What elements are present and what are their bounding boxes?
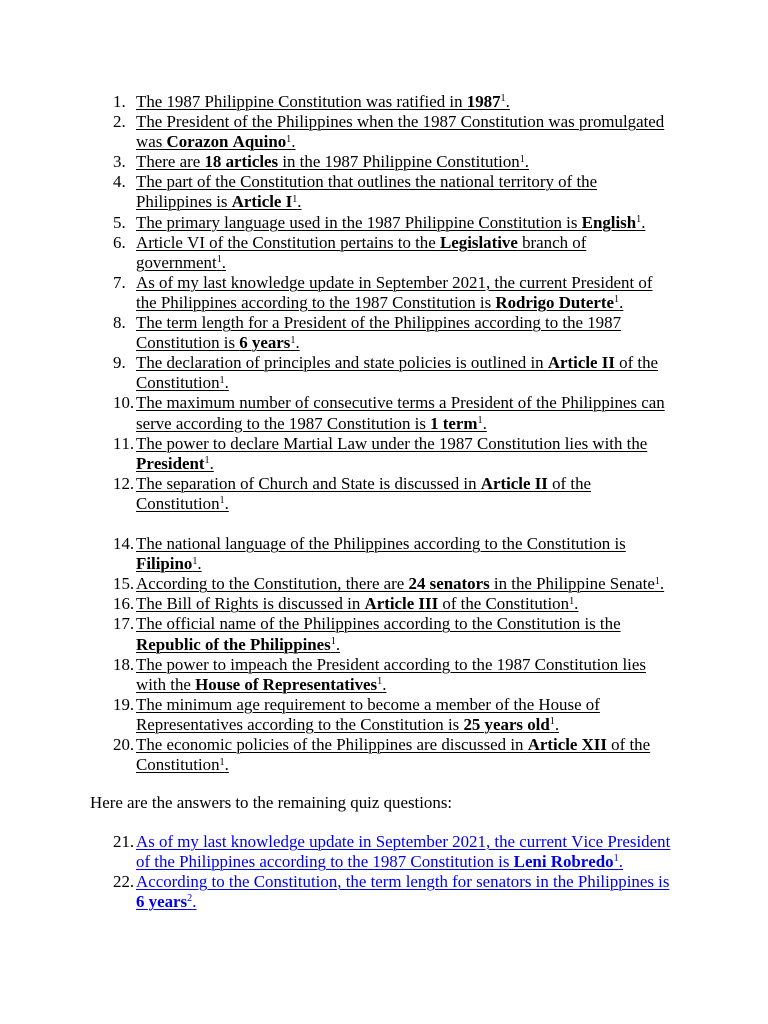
list-item-number: 16. xyxy=(113,594,135,614)
item-text-tail: in the Philippine Senate xyxy=(489,574,655,594)
item-answer: House of Representatives xyxy=(195,674,378,694)
item-period: . xyxy=(659,574,665,594)
footnote-marker: 1 xyxy=(286,133,292,145)
footnote-marker: 1 xyxy=(500,93,506,105)
list-item xyxy=(113,393,674,433)
footnote-marker: 1 xyxy=(636,214,642,225)
item-period: . xyxy=(524,152,530,172)
answer-link[interactable] xyxy=(136,832,670,871)
list-item-number: 6. xyxy=(113,232,126,252)
item-period: . xyxy=(295,333,300,353)
item-answer: Article II xyxy=(480,473,548,493)
list-item-text xyxy=(136,735,650,774)
question-answer-list xyxy=(0,92,768,514)
footnote-marker: 1 xyxy=(477,414,483,426)
item-answer: Legislative xyxy=(439,232,518,252)
list-item-text xyxy=(136,152,529,171)
item-answer: Rodrigo Duterte xyxy=(495,292,615,312)
item-text-lead: The power to declare Martial Law under the 1987 Constitution lies with the xyxy=(136,433,648,453)
list-item-text xyxy=(136,112,664,151)
item-text-lead: The minimum age requirement to become a member of the House of Representatives according to the Constitution is xyxy=(136,694,600,734)
item-text-tail: branch of government xyxy=(136,232,587,272)
list-item-text xyxy=(136,594,578,613)
item-text-lead: The economic policies of the Philippines are discussed in xyxy=(136,735,528,754)
item-period[interactable]: . xyxy=(192,892,197,912)
list-item-text xyxy=(136,313,621,352)
item-answer: President xyxy=(136,453,205,473)
footnote-marker: 1 xyxy=(519,153,525,165)
item-period: . xyxy=(209,453,214,473)
list-item-text xyxy=(136,574,664,593)
item-period: . xyxy=(574,594,579,614)
item-answer: Article XII xyxy=(527,735,607,754)
footnote-marker: 1 xyxy=(330,635,336,647)
list-item-number: 15. xyxy=(113,574,135,594)
item-answer[interactable]: 6 years xyxy=(136,892,188,912)
footnote-marker: 1 xyxy=(216,254,222,266)
item-text-tail: of the Constitution xyxy=(136,735,651,775)
list-item-number: 1. xyxy=(113,92,126,111)
item-text-lead: The part of the Constitution that outlines the national territory of the Philippines is xyxy=(136,172,598,212)
item-period: . xyxy=(291,132,296,152)
list-item xyxy=(113,152,674,172)
list-item-number: 11. xyxy=(113,433,135,453)
list-item xyxy=(113,831,674,872)
list-item-number: 7. xyxy=(113,272,126,292)
footnote-marker[interactable]: 2 xyxy=(187,893,193,905)
item-answer: 18 articles xyxy=(204,152,279,172)
item-text-lead: The national language of the Philippines according to the Constitution is xyxy=(136,534,626,554)
list-item-text xyxy=(136,273,652,312)
item-answer: Article I xyxy=(231,192,293,212)
list-item xyxy=(113,614,674,654)
list-item-text xyxy=(136,92,510,111)
list-item-number: 10. xyxy=(113,393,135,413)
list-item-number: 9. xyxy=(113,353,126,373)
document-body xyxy=(0,92,768,912)
list-item-number: 2. xyxy=(113,112,126,132)
item-period[interactable]: . xyxy=(618,851,623,871)
list-item-number: 18. xyxy=(113,654,135,674)
list-item-text xyxy=(136,434,647,473)
list-item xyxy=(113,574,674,594)
item-answer: 6 years xyxy=(239,333,291,353)
list-item-number: 20. xyxy=(113,735,135,754)
item-period: . xyxy=(619,292,624,312)
item-text-lead: The power to impeach the President according to the 1987 Constitution lies with the xyxy=(136,654,646,694)
list-item xyxy=(113,172,674,212)
footnote-marker: 1 xyxy=(654,575,660,587)
item-answer: Republic of the Philippines xyxy=(136,634,331,654)
item-text-lead[interactable]: As of my last knowledge update in September 2021, the current Vice President of the Philippines according to the 1987 Constitution is xyxy=(136,831,671,871)
footnote-marker: 1 xyxy=(569,595,575,607)
list-item-text xyxy=(136,393,665,432)
list-item xyxy=(113,694,674,735)
footnote-marker: 1 xyxy=(204,455,210,467)
item-period: . xyxy=(335,634,341,654)
list-item xyxy=(113,871,674,912)
item-text-tail: in the 1987 Philippine Constitution xyxy=(278,152,520,172)
item-text-lead: The maximum number of consecutive terms a President of the Philippines can serve according to the 1987 Constitution is xyxy=(136,393,665,433)
question-answer-list xyxy=(0,534,768,775)
item-period: . xyxy=(197,554,202,574)
item-text-lead: The term length for a President of the Philippines according to the 1987 Constitution is xyxy=(136,313,622,353)
item-period: . xyxy=(641,212,646,232)
item-text-tail: of the Constitution xyxy=(136,473,592,513)
item-answer: Article II xyxy=(547,353,615,373)
footnote-marker: 1 xyxy=(290,334,296,346)
item-period: . xyxy=(224,493,229,513)
list-item xyxy=(113,735,674,775)
list-item xyxy=(113,353,674,393)
list-item xyxy=(113,534,674,574)
item-text-lead: The separation of Church and State is discussed in xyxy=(136,473,481,493)
item-answer: Corazon Aquino xyxy=(166,132,287,152)
list-item-text xyxy=(136,172,597,211)
list-item xyxy=(113,112,674,152)
item-period: . xyxy=(224,755,229,775)
footnote-marker: 1 xyxy=(614,294,620,306)
linked-answer-list xyxy=(0,832,768,912)
item-period: . xyxy=(382,674,387,694)
list-item-number: 5. xyxy=(113,212,126,232)
list-item-number: 14. xyxy=(113,534,135,554)
list-item xyxy=(113,473,674,514)
footnote-marker: 1 xyxy=(192,555,198,567)
footnote-marker: 1 xyxy=(219,495,225,507)
item-period: . xyxy=(297,192,302,212)
list-item-text xyxy=(136,534,626,573)
list-item-number: 22. xyxy=(113,871,135,891)
item-text-tail: of the Constitution xyxy=(136,353,659,393)
list-item-text xyxy=(136,353,658,392)
item-period: . xyxy=(224,373,229,393)
item-period: . xyxy=(221,252,226,272)
item-text-lead: According to the Constitution, there are xyxy=(136,574,409,594)
list-item-number: 17. xyxy=(113,614,135,634)
list-item xyxy=(113,92,674,112)
item-answer: 1987 xyxy=(466,92,501,111)
item-text-lead: The 1987 Philippine Constitution was ratified in xyxy=(136,92,467,111)
list-item xyxy=(113,654,674,695)
item-text-lead: The President of the Philippines when the 1987 Constitution was promulgated was xyxy=(136,112,665,152)
item-period: . xyxy=(554,714,560,734)
list-item xyxy=(113,212,674,233)
item-text-lead: The official name of the Philippines according to the Constitution is the xyxy=(136,614,621,634)
item-answer: English xyxy=(581,212,637,232)
item-text-lead[interactable]: According to the Constitution, the term length for senators in the Philippines is xyxy=(136,871,670,891)
item-answer: Article III xyxy=(364,594,439,614)
footnote-marker: 1 xyxy=(292,193,298,205)
footnote-marker: 1 xyxy=(219,756,225,768)
item-text-lead: The primary language used in the 1987 Philippine Constitution is xyxy=(136,212,582,232)
list-item xyxy=(113,313,674,353)
item-answer: 25 years old xyxy=(463,714,550,734)
footnote-marker: 1 xyxy=(549,716,555,728)
item-text-lead: The Bill of Rights is discussed in xyxy=(136,594,365,614)
list-item-text xyxy=(136,614,621,653)
answer-link[interactable] xyxy=(136,872,669,911)
item-text-lead: As of my last knowledge update in September 2021, the current President of the Philippines according to the 1987 Constitution is xyxy=(136,272,653,312)
list-item xyxy=(113,232,674,273)
list-item-number: 4. xyxy=(113,172,126,192)
list-item xyxy=(113,594,674,614)
item-period: . xyxy=(505,92,510,111)
item-period: . xyxy=(482,413,487,433)
list-item-text xyxy=(136,474,591,513)
list-item-text xyxy=(136,695,600,734)
item-answer: 1 term xyxy=(430,413,478,433)
list-item-text xyxy=(136,213,645,232)
footnote-marker: 1 xyxy=(377,676,383,688)
list-item xyxy=(113,272,674,313)
footnote-marker: 1 xyxy=(219,374,225,386)
footnote-marker[interactable]: 1 xyxy=(613,853,619,865)
item-text-lead: There are xyxy=(136,152,205,172)
list-item-number: 12. xyxy=(113,473,135,493)
list-item-number: 8. xyxy=(113,313,126,333)
list-item-text xyxy=(136,655,646,694)
item-text-lead: The declaration of principles and state policies is outlined in xyxy=(136,353,548,373)
item-answer[interactable]: Leni Robredo xyxy=(513,851,614,871)
item-text-lead: Article VI of the Constitution pertains to the xyxy=(136,232,440,252)
intro-paragraph: Here are the answers to the remaining quiz questions: xyxy=(90,792,453,812)
list-item xyxy=(113,433,674,474)
item-answer: 24 senators xyxy=(408,574,490,594)
list-item-number: 3. xyxy=(113,152,126,172)
item-text-tail: of the Constitution xyxy=(438,594,570,614)
list-item-number: 19. xyxy=(113,694,135,714)
item-answer: Filipino xyxy=(136,554,193,574)
list-item-number: 21. xyxy=(113,831,135,851)
list-item-text xyxy=(136,233,586,272)
